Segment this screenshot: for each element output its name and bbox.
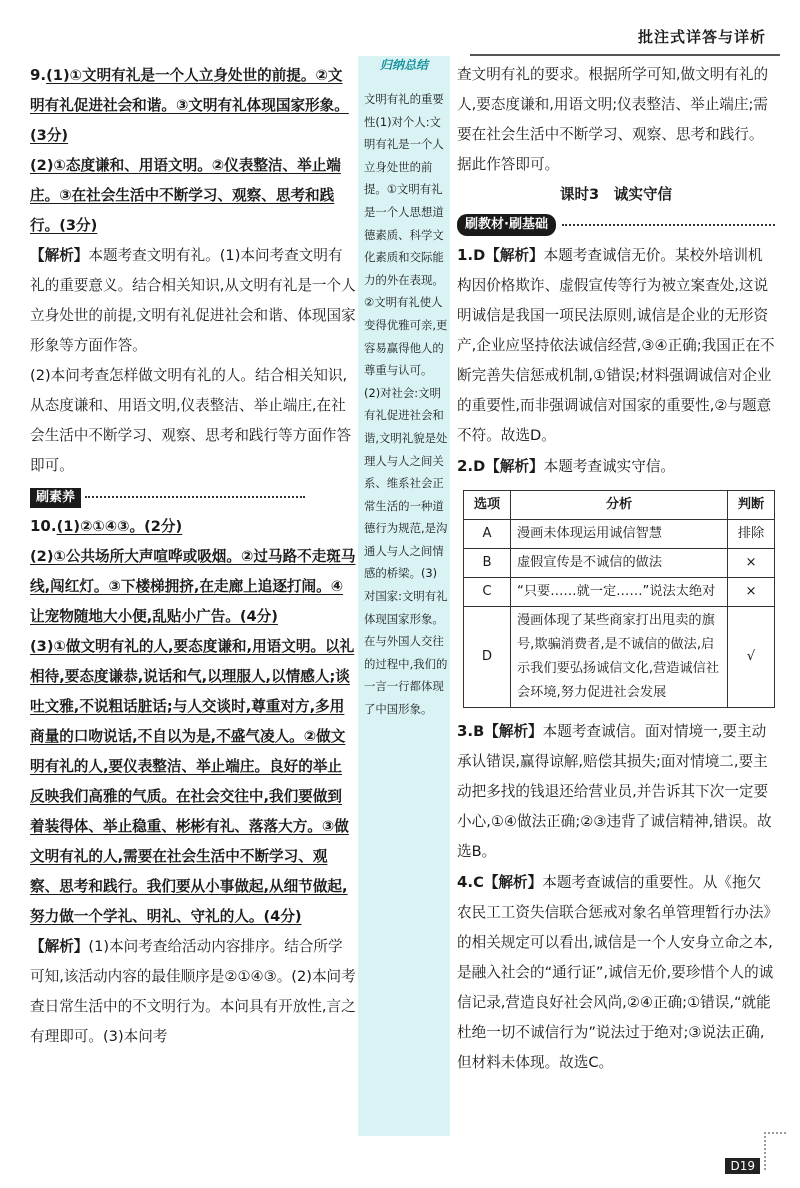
q10-answer-1: (1)②①④③。(2分) xyxy=(56,518,183,535)
section-badge: 刷教材·刷基础 xyxy=(457,214,556,236)
q10-part3 xyxy=(30,632,356,932)
analysis-label: 【解析】 xyxy=(483,874,543,891)
analysis-label: 【解析】 xyxy=(485,458,544,475)
q4-analysis: 本题考查诚信的重要性。从《拖欠农民工工资失信联合惩戒对象名单管理暂行办法》的相关规定可以看出,诚信是一个人安身立命之本,是融入社会的“通行证”,诚信无价,要珍惜个人的诚信记录,营造良好社会风尚,②④正确;①错误,“就能杜绝一切不诚信行为”说法过于绝对;③说法正确,但材料未体现。故选C。 xyxy=(457,874,774,1071)
q3-answer: B xyxy=(473,723,485,740)
table-row xyxy=(464,520,775,549)
q9-part2 xyxy=(30,151,356,241)
table-row xyxy=(464,578,775,607)
q9-analysis-2: (2)本问考查怎样做文明有礼的人。结合相关知识,从态度谦和、用语文明,仪表整洁、举止端庄,在社会生活中不断学习、观察、思考和践行等方面作答即可。 xyxy=(30,367,352,474)
right-column xyxy=(457,60,775,1078)
analysis-label: 【解析】 xyxy=(30,247,89,264)
q3-analysis: 本题考查诚信。面对情境一,要主动承认错误,赢得谅解,赔偿其损失;面对情境二,要主动把多找的钱退还给营业员,并告诉其下次一定要小心,①④做法正确;②③违背了诚信精神,错误。故选B。 xyxy=(457,723,772,860)
section-dots xyxy=(85,496,305,498)
table-cell: 漫画体现了某些商家打出甩卖的旗号,欺骗消费者,是不诚信的做法,启示我们要弘扬诚信文化,营造诚信社会环境,努力促进社会发展 xyxy=(511,607,728,708)
q1 xyxy=(457,240,775,451)
analysis-label: 【解析】 xyxy=(484,723,543,740)
table-cell: 排除 xyxy=(728,520,775,549)
q10-part2 xyxy=(30,542,356,632)
q2-number: 2. xyxy=(457,457,474,475)
table-cell: √ xyxy=(728,607,775,708)
table-cell: 虚假宣传是不诚信的做法 xyxy=(511,549,728,578)
table-cell: 漫画未体现运用诚信智慧 xyxy=(511,520,728,549)
table-header: 分析 xyxy=(511,491,728,520)
q9-number: 9. xyxy=(30,66,47,84)
table-header: 判断 xyxy=(728,491,775,520)
section-tag: 刷素养 xyxy=(30,488,81,508)
q3-number: 3. xyxy=(457,722,474,740)
q9-answer-2: (2)①态度谦和、用语文明。②仪表整洁、举止端庄。③在社会生活中不断学习、观察、思考和践行。(3分) xyxy=(30,157,341,234)
table-cell: A xyxy=(464,520,511,549)
q9-analysis-1 xyxy=(30,241,356,361)
table-cell: B xyxy=(464,549,511,578)
table-header: 选项 xyxy=(464,491,511,520)
q1-answer: D xyxy=(473,247,486,264)
q2-answer: D xyxy=(473,458,486,475)
table-cell: × xyxy=(728,578,775,607)
summary-text: 文明有礼的重要性(1)对个人:文明有礼是一个人立身处世的前提。①文明有礼是一个人思想道德素质、科学文化素质和交际能力的外在表现。②文明有礼使人变得优雅可亲,更容易赢得他人的尊重与认可。(2)对社会:文明有礼促进社会和谐,文明礼貌是处理人与人之间关系、维系社会正常生活的一种道德行为规范,是沟通人与人之间情感的桥梁。(3)对国家:文明有礼体现国家形象。在与外国人交往的过程中,我们的一言一行都体现了中国形象。 xyxy=(364,92,448,717)
q2-analysis: 本题考查诚实守信。 xyxy=(543,458,676,475)
table-cell: D xyxy=(464,607,511,708)
q4-number: 4. xyxy=(457,873,474,891)
table-row xyxy=(464,607,775,708)
q10-answer-2: (2)①公共场所大声喧哗或吸烟。②过马路不走斑马线,闯红灯。③下楼梯拥挤,在走廊上追逐打闹。④让宠物随地大小便,乱贴小广告。(4分) xyxy=(30,548,356,625)
left-column xyxy=(30,60,356,1052)
table-cell: “只要……就一定……”说法太绝对 xyxy=(511,578,728,607)
q4-answer: C xyxy=(473,874,484,891)
q10-analysis xyxy=(30,932,356,1052)
corner-dots xyxy=(764,1132,786,1170)
badge-dots xyxy=(562,224,775,226)
page-header-title: 批注式详答与详析 xyxy=(637,28,766,46)
header-divider xyxy=(470,54,780,56)
q10-analysis-text: (1)本问考查给活动内容排序。结合所学可知,该活动内容的最佳顺序是②①④③。(2)本问考查日常生活中的不文明行为。本问具有开放性,言之有理即可。(3)本问考 xyxy=(30,938,356,1045)
q10-analysis-continued: 查文明有礼的要求。根据所学可知,做文明有礼的人,要态度谦和,用语文明;仪表整洁、举止端庄;需要在社会生活中不断学习、观察、思考和践行。据此作答即可。 xyxy=(457,66,769,173)
analysis-label: 【解析】 xyxy=(30,938,89,955)
badge-row xyxy=(457,214,775,236)
analysis-table xyxy=(463,490,775,708)
q10-answer-3: (3)①做文明有礼的人,要态度谦和,用语文明。以礼相待,要态度谦恭,说话和气,以理服人,以情感人;谈吐文雅,不说粗话脏话;与人交谈时,尊重对方,多用商量的口吻说话,不自以为是,不盛气凌人。②做文明有礼的人,要仪表整洁、举止端庄。良好的举止反映我们高雅的气质。在社会交往中,我们要做到着装得体、举止稳重、彬彬有礼、落落大方。③做文明有礼的人,需要在社会生活中不断学习、观察、思考和践行。我们要从小事做起,从细节做起,努力做一个学礼、明礼、守礼的人。(4分) xyxy=(30,638,355,925)
summary-title: 归纳总结 xyxy=(380,58,429,72)
table-row xyxy=(464,549,775,578)
q10-part1 xyxy=(30,511,356,542)
q4 xyxy=(457,867,775,1078)
table-cell: × xyxy=(728,549,775,578)
lesson-title: 课时3 诚实守信 xyxy=(559,186,673,203)
q9-analysis-text-1: 本题考查文明有礼。(1)本问考查文明有礼的重要意义。结合相关知识,从文明有礼是一个人立身处世的前提,文明有礼促进社会和谐、体现国家形象等方面作答。 xyxy=(30,247,356,354)
table-header-row xyxy=(464,491,775,520)
table-cell: C xyxy=(464,578,511,607)
page-number: D19 xyxy=(725,1158,760,1174)
section-header xyxy=(30,485,356,509)
q10-number: 10. xyxy=(30,517,57,535)
q1-number: 1. xyxy=(457,246,474,264)
q9-answer-1: (1)①文明有礼是一个人立身处世的前提。②文明有礼促进社会和谐。③文明有礼体现国家形象。(3分) xyxy=(30,67,349,144)
analysis-label: 【解析】 xyxy=(485,247,544,264)
q2 xyxy=(457,451,775,482)
q1-analysis: 本题考查诚信无价。某校外培训机构因价格欺诈、虚假宣传等行为被立案查处,这说明诚信是我国一项民法原则,诚信是企业的无形资产,企业应坚持依法诚信经营,③④正确;我国正在不断完善失信惩戒机制,①错误;材料强调诚信对企业的重要性,而非强调诚信对国家的重要性,②与题意不符。故选D。 xyxy=(457,247,775,444)
summary-sidebar xyxy=(358,56,450,1136)
q3 xyxy=(457,716,775,867)
q9-part1 xyxy=(30,60,356,151)
